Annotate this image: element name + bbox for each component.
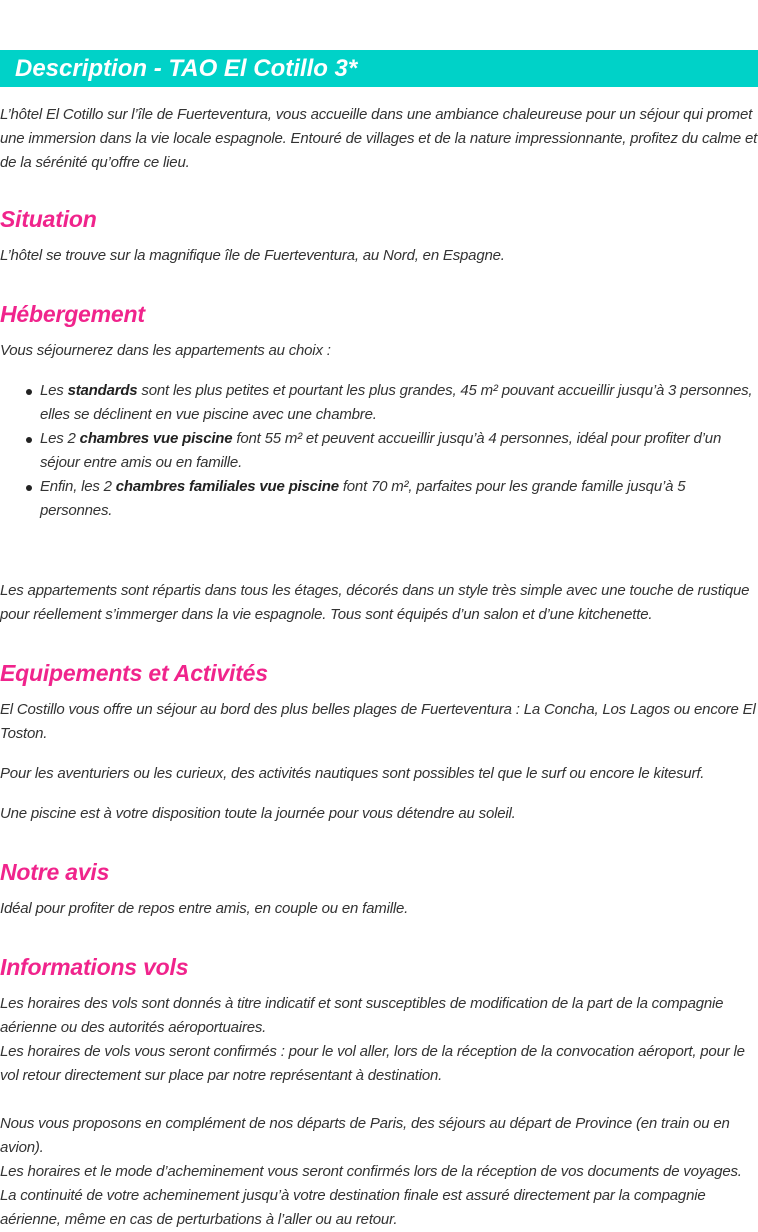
hebergement-closing: Les appartements sont répartis dans tous les étages, décorés dans un style très simple avec une touche de rustique pour réellement s’immerger dans la vie espagnole. Tous sont équipés d’un salon et d’une kitchenette. — [0, 582, 750, 623]
banner-title: Description - TAO El Cotillo 3* — [15, 55, 358, 82]
hebergement-heading: Hébergement — [0, 301, 145, 327]
avis-text: Idéal pour profiter de repos entre amis, en couple ou en famille. — [0, 900, 409, 917]
avis-heading: Notre avis — [0, 859, 110, 885]
description-content — [0, 103, 758, 1232]
vols-line-4: Les horaires et le mode d’acheminement vous seront confirmés lors de la réception de vos documents de voyages. — [0, 1163, 742, 1180]
intro-paragraph: L’hôtel El Cotillo sur l’île de Fuerteventura, vous accueille dans une ambiance chaleureuse pour un séjour qui promet une immersion dans la vie locale espagnole. Entouré de villages et de la nature impressionnante, profitez du calme et de la sérénité qu’offre ce lieu. — [0, 106, 758, 171]
situation-text: L’hôtel se trouve sur la magnifique île de Fuerteventura, au Nord, en Espagne. — [0, 247, 505, 264]
vols-line-1: Les horaires des vols sont donnés à titre indicatif et sont susceptibles de modification de la part de la compagnie aérienne ou des autorités aéroportuaires. — [0, 995, 724, 1036]
equipements-paragraph-3: Une piscine est à votre disposition toute la journée pour vous détendre au soleil. — [0, 805, 516, 822]
room-types-list — [0, 379, 758, 523]
vols-heading: Informations vols — [0, 954, 189, 980]
list-item: Les standards sont les plus petites et pourtant les plus grandes, 45 m² pouvant accueillir jusqu’à 3 personnes, elles se déclinent en vue piscine avec une chambre. — [40, 379, 758, 427]
vols-line-5: La continuité de votre acheminement jusqu’à votre destination finale est assuré directement par la compagnie aérienne, même en cas de perturbations à l’aller ou au retour. — [0, 1187, 706, 1228]
vols-line-3: Nous vous proposons en complément de nos départs de Paris, des séjours au départ de Province (en train ou en avion). — [0, 1115, 730, 1156]
equipements-heading: Equipements et Activités — [0, 660, 268, 686]
list-item: Enfin, les 2 chambres familiales vue piscine font 70 m², parfaites pour les grande famille jusqu’à 5 personnes. — [40, 475, 758, 523]
equipements-paragraph-1: El Costillo vous offre un séjour au bord des plus belles plages de Fuerteventura : La Concha, Los Lagos ou encore El Toston. — [0, 701, 756, 742]
vols-line-2: Les horaires de vols vous seront confirmés : pour le vol aller, lors de la réception de la convocation aéroport, pour le vol retour directement sur place par notre représentant à destination. — [0, 1043, 745, 1084]
description-banner — [0, 50, 758, 87]
list-item: Les 2 chambres vue piscine font 55 m² et peuvent accueillir jusqu’à 4 personnes, idéal pour profiter d’un séjour entre amis ou en famille. — [40, 427, 758, 475]
situation-heading: Situation — [0, 206, 97, 232]
hebergement-lead: Vous séjournerez dans les appartements au choix : — [0, 342, 331, 359]
equipements-paragraph-2: Pour les aventuriers ou les curieux, des activités nautiques sont possibles tel que le surf ou encore le kitesurf. — [0, 765, 705, 782]
